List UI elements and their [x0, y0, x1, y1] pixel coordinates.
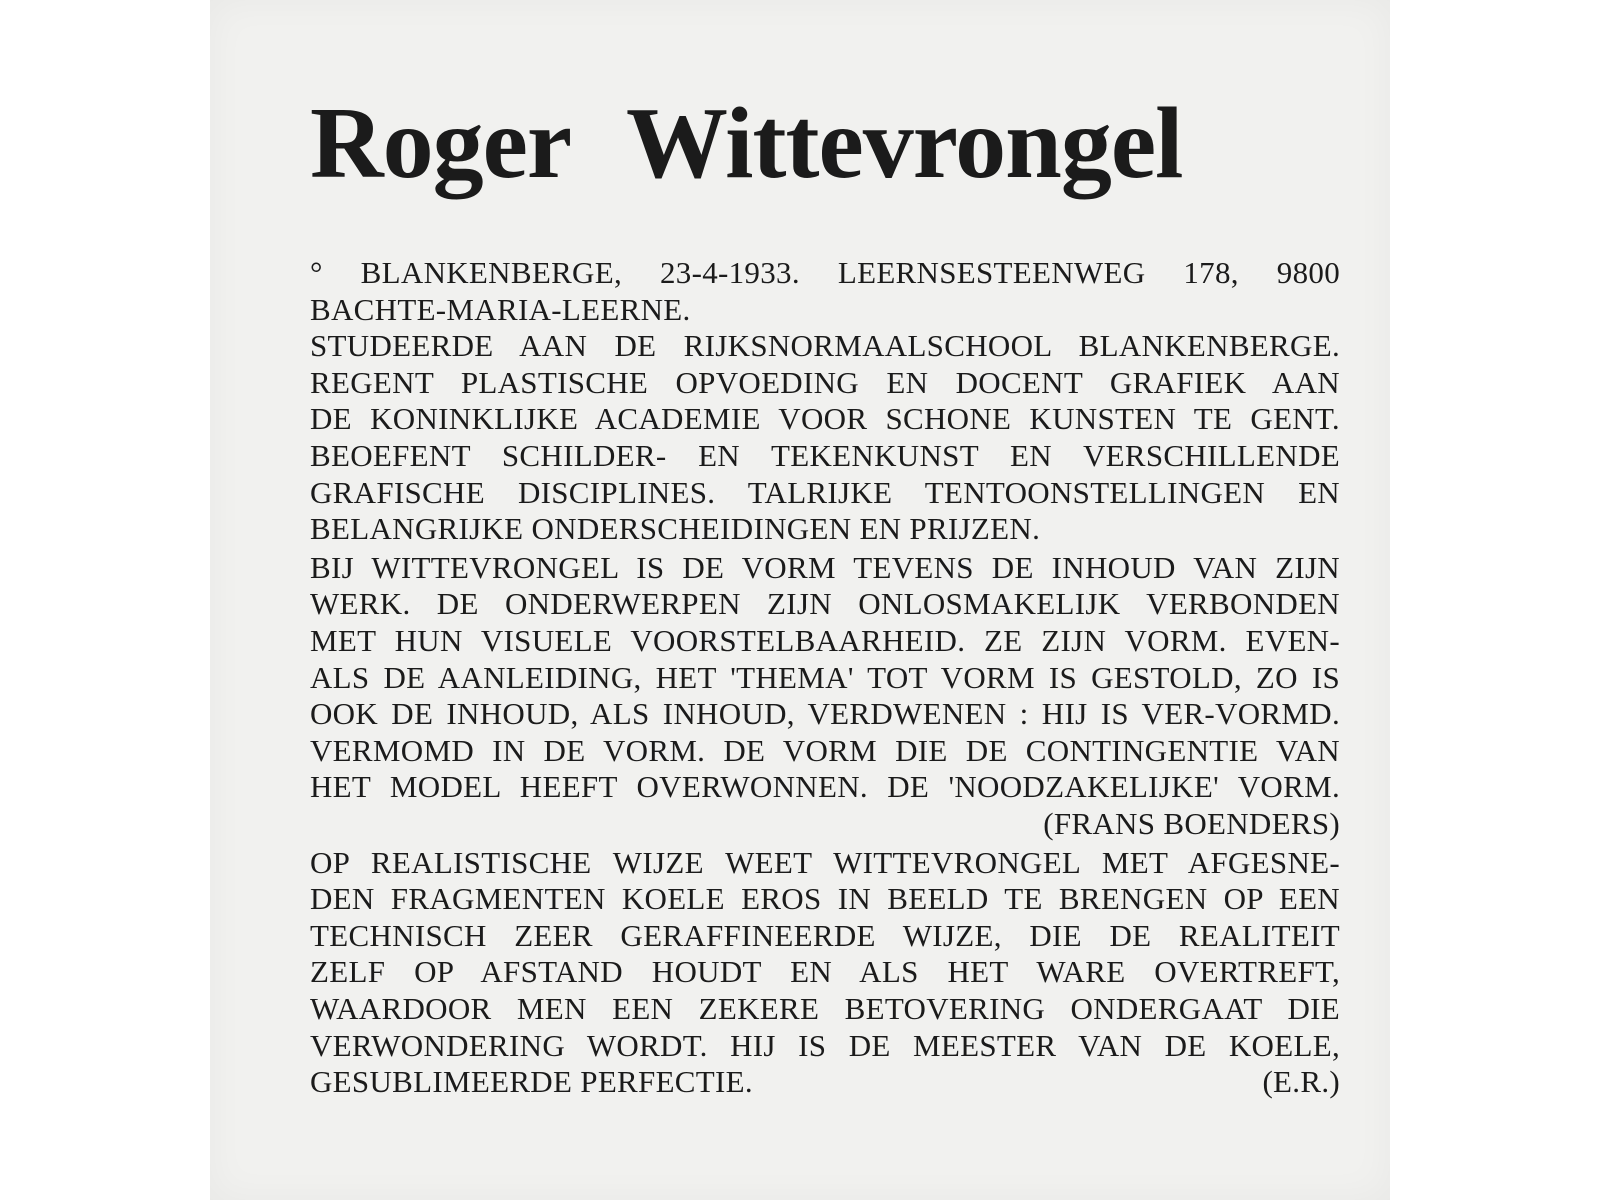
text-line: TECHNISCH ZEER GERAFFINEERDE WIJZE, DIE DE REALITEIT [310, 917, 1340, 953]
text-line: BACHTE-MARIA-LEERNE. [310, 291, 691, 327]
text-line: ° BLANKENBERGE, 23-4-1933. LEERNSESTEENWEG 178, 9800 [310, 255, 1340, 291]
text-line: GESUBLIMEERDE PERFECTIE. [310, 1064, 753, 1100]
biography-paragraph [310, 255, 1340, 328]
text-line: DEN FRAGMENTEN KOELE EROS IN BEELD TE BRENGEN OP EEN [310, 881, 1340, 917]
attribution: (E.R.) [1262, 1064, 1340, 1100]
document-content [310, 87, 1340, 1101]
text-line: VERWONDERING WORDT. HIJ IS DE MEESTER VAN DE KOELE, [310, 1027, 1340, 1063]
text-line: BIJ WITTEVRONGEL IS DE VORM TEVENS DE INHOUD VAN ZIJN [310, 549, 1340, 585]
text-line: OP REALISTISCHE WIJZE WEET WITTEVRONGEL MET AFGESNE- [310, 844, 1340, 880]
text-line: STUDEERDE AAN DE RIJKSNORMAALSCHOOL BLANKENBERGE. [310, 328, 1340, 364]
document-page [210, 0, 1390, 1200]
final-line-with-attribution [310, 1064, 1340, 1101]
text-line: ALS DE AANLEIDING, HET 'THEMA' TOT VORM IS GESTOLD, ZO IS [310, 659, 1340, 695]
text-line: OOK DE INHOUD, ALS INHOUD, VERDWENEN : HIJ IS VER-VORMD. [310, 696, 1340, 732]
text-line: WERK. DE ONDERWERPEN ZIJN ONLOSMAKELIJK VERBONDEN [310, 586, 1340, 622]
text-line: HET MODEL HEEFT OVERWONNEN. DE 'NOODZAKELIJKE' VORM. [310, 769, 1340, 805]
text-line: DE KONINKLIJKE ACADEMIE VOOR SCHONE KUNSTEN TE GENT. [310, 401, 1340, 437]
text-line: WAARDOOR MEN EEN ZEKERE BETOVERING ONDERGAAT DIE [310, 990, 1340, 1026]
text-line: VERMOMD IN DE VORM. DE VORM DIE DE CONTINGENTIE VAN [310, 732, 1340, 768]
text-line: ZELF OP AFSTAND HOUDT EN ALS HET WARE OVERTREFT, [310, 954, 1340, 990]
attribution: (FRANS BOENDERS) [1043, 806, 1340, 841]
document-title: Roger Wittevrongel [310, 87, 1183, 200]
text-line: BELANGRIJKE ONDERSCHEIDINGEN EN PRIJZEN. [310, 511, 1041, 547]
text-line: BEOEFENT SCHILDER- EN TEKENKUNST EN VERSCHILLENDE [310, 438, 1340, 474]
career-paragraph [310, 328, 1340, 548]
quote-paragraph-er [310, 845, 1340, 1101]
quote-paragraph-boenders [310, 550, 1340, 843]
text-line: REGENT PLASTISCHE OPVOEDING EN DOCENT GRAFIEK AAN [310, 364, 1340, 400]
text-line: MET HUN VISUELE VOORSTELBAARHEID. ZE ZIJN VORM. EVEN- [310, 623, 1340, 659]
text-line: GRAFISCHE DISCIPLINES. TALRIJKE TENTOONSTELLINGEN EN [310, 474, 1340, 510]
